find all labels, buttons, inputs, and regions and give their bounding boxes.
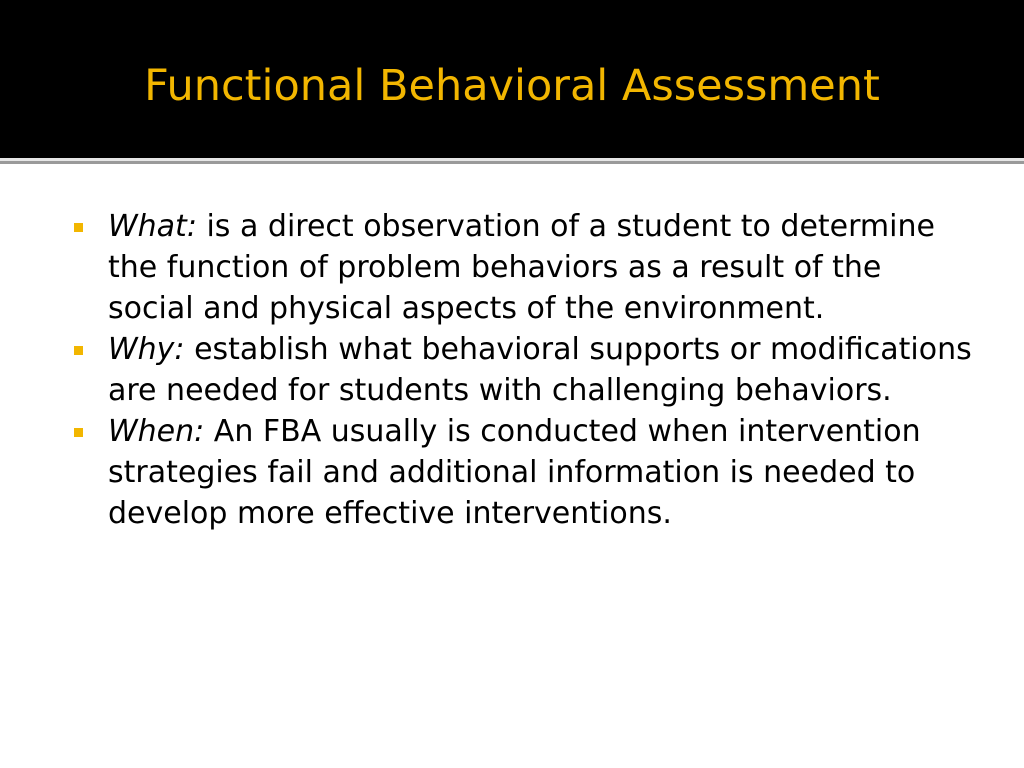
bullet-lead-why: Why:: [108, 332, 185, 367]
bullet-text-when: An FBA usually is conducted when intervention strategies fail and additional information is needed to develop more effective interventions.: [108, 414, 921, 531]
bullet-list: [0, 206, 1024, 534]
bullet-lead-what: What:: [108, 209, 197, 244]
title-bar: [0, 0, 1024, 158]
bullet-why: [0, 329, 1024, 411]
bullet-text-why: establish what behavioral supports or modifications are needed for students with challenging behaviors.: [108, 332, 972, 408]
bullet-when: [0, 411, 1024, 534]
title-divider-dark: [0, 161, 1024, 164]
square-bullet-icon: [74, 223, 83, 232]
bullet-what: [0, 206, 1024, 329]
slide-title: Functional Behavioral Assessment: [144, 61, 880, 111]
square-bullet-icon: [74, 428, 83, 437]
bullet-text-what: is a direct observation of a student to determine the function of problem behaviors as a result of the social and physical aspects of the environment.: [108, 209, 935, 326]
square-bullet-icon: [74, 346, 83, 355]
bullet-lead-when: When:: [108, 414, 205, 449]
